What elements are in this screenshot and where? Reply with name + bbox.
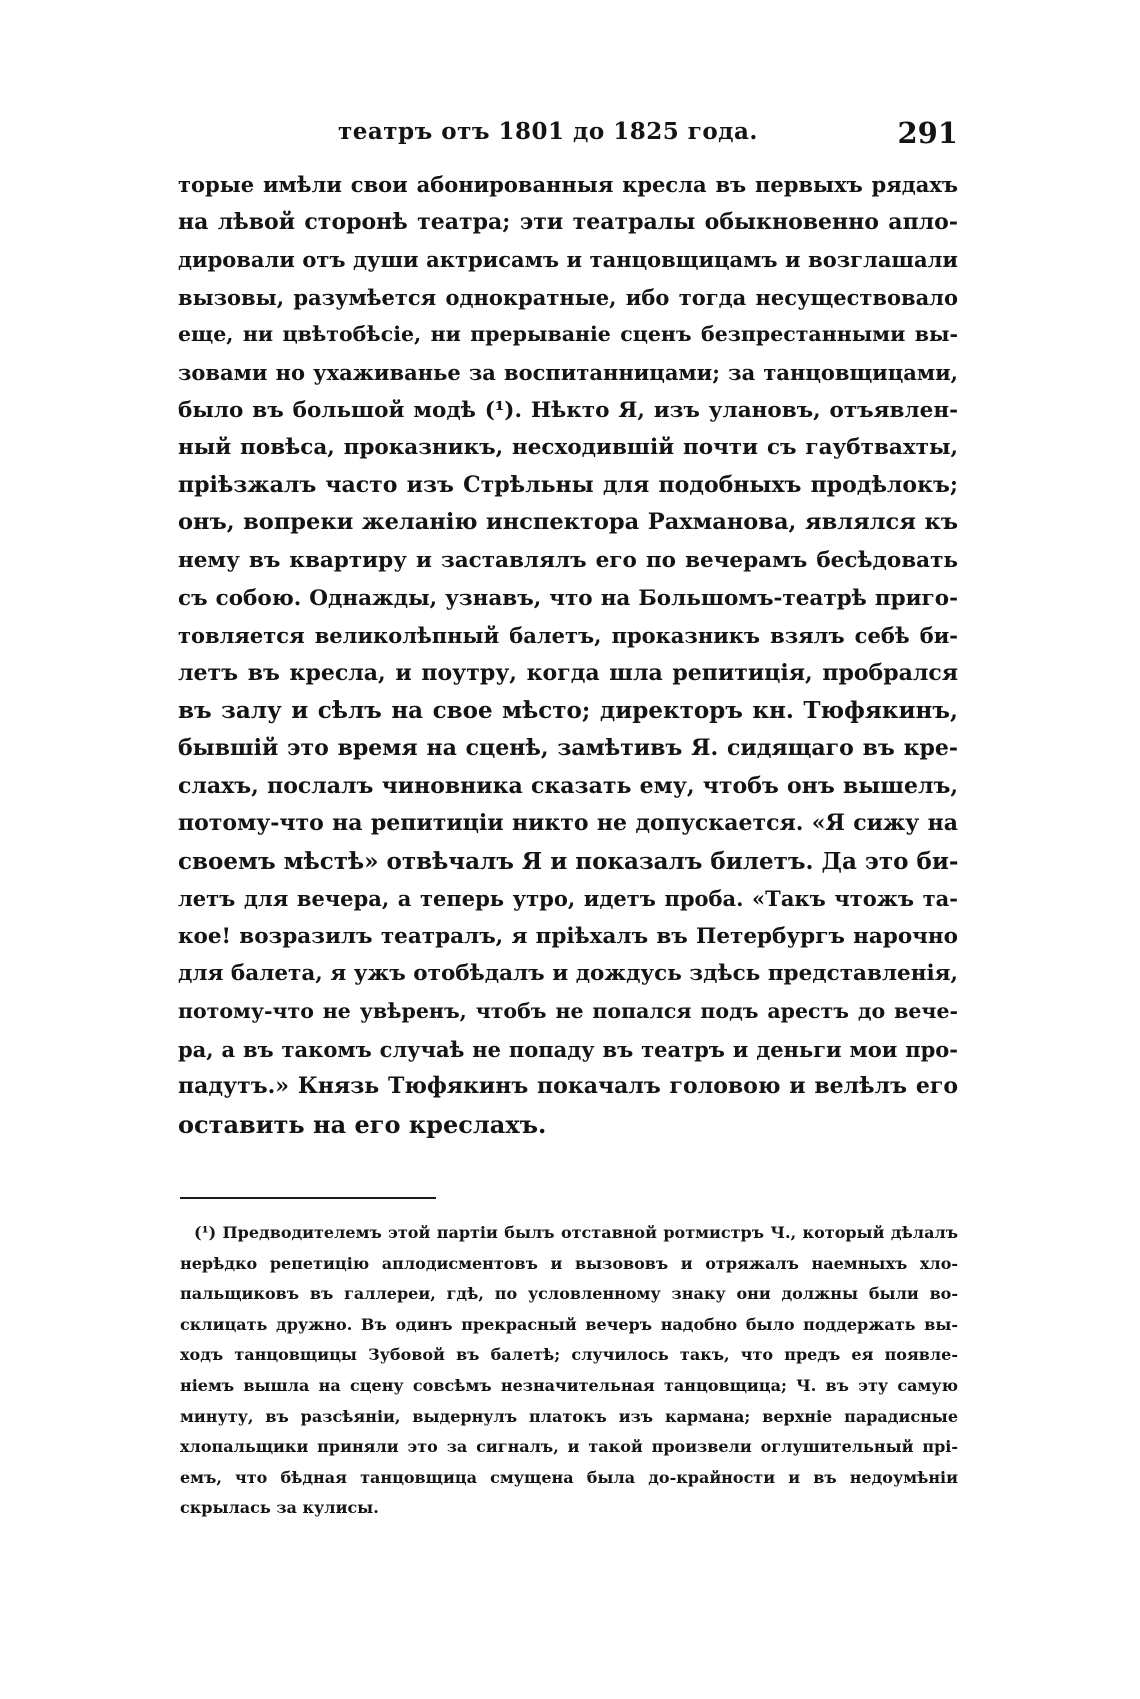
text-line: торые имѣли свои абонированныя кресла въ первыхъ рядахъ <box>178 172 958 197</box>
main-text <box>178 166 958 1143</box>
text-line: ра, а въ такомъ случаѣ не попаду въ театръ и деньги мои про- <box>178 1036 958 1062</box>
text-line: на лѣвой сторонѣ театра; эти театралы обыкновенно апло- <box>178 208 958 235</box>
text-line: вызовы, разумѣется однократные, ибо тогда несуществовало <box>178 284 958 310</box>
footnote-line: (¹) Предводителемъ этой партіи былъ отставной ротмистръ Ч., который дѣлалъ <box>194 1223 958 1242</box>
text-line: товляется великолѣпный балетъ, проказникъ взялъ себѣ би- <box>178 623 958 649</box>
text-line: онъ, вопреки желанію инспектора Рахманова, являлся къ <box>178 509 958 536</box>
text-line: своемъ мѣстѣ» отвѣчалъ Я и показалъ билетъ. Да это би- <box>178 847 959 875</box>
text-line: потому-что не увѣренъ, чтобъ не попался подъ арестъ до вече- <box>178 999 958 1024</box>
footnote-divider <box>180 1197 436 1199</box>
footnote-line: ходъ танцовщицы Зубовой въ балетѣ; случилось такъ, что предъ ея появле- <box>180 1345 958 1365</box>
text-line: дировали отъ души актрисамъ и танцовщицамъ и возглашали <box>178 247 958 273</box>
text-line: было въ большой модѣ (¹). Нѣкто Я, изъ улановъ, отъявлен- <box>178 397 958 423</box>
text-line: нему въ квартиру и заставлялъ его по вечерамъ бесѣдовать <box>178 547 958 573</box>
text-line: кое! возразилъ театралъ, я пріѣхалъ въ Петербургъ нарочно <box>178 923 958 949</box>
page-header <box>178 118 958 152</box>
text-line: оставить на его креслахъ. <box>178 1109 547 1139</box>
text-line: бывшій это время на сценѣ, замѣтивъ Я. сидящаго въ кре- <box>178 734 958 761</box>
footnote-line: минуту, въ разсѣяніи, выдернулъ платокъ изъ кармана; верхніе парадисные <box>180 1406 958 1426</box>
footnote-line: ніемъ вышла на сцену совсѣмъ незначительная танцовщица; Ч. въ эту самую <box>180 1375 958 1395</box>
text-line: летъ для вечера, а теперь утро, идетъ проба. «Такъ чтожъ та- <box>178 886 958 912</box>
footnote-line: емъ, что бѣдная танцовщица смущена была до-крайности и въ недоумѣніи <box>180 1467 958 1487</box>
footnote-line: пальщиковъ въ галлереи, гдѣ, по условленному знаку они должны были во- <box>180 1284 958 1304</box>
footnote <box>180 1218 958 1524</box>
footnote-line: нерѣдко репетицію аплодисментовъ и вызововъ и отряжалъ наемныхъ хло- <box>180 1253 958 1273</box>
text-line: въ залу и сѣлъ на свое мѣсто; директоръ кн. Тюфякинъ, <box>178 697 958 725</box>
footnote-line: хлопальщики приняли это за сигналъ, и такой произвели оглушительный прі- <box>180 1437 958 1457</box>
footnote-line: скрылась за кулисы. <box>180 1498 379 1518</box>
running-title: театръ отъ 1801 до 1825 года. <box>338 118 758 145</box>
text-line: ный повѣса, проказникъ, несходившій почти съ гаубтвахты, <box>178 435 958 461</box>
text-line: еще, ни цвѣтобѣсіе, ни прерываніе сценъ безпрестанными вы- <box>178 322 958 347</box>
text-line: летъ въ кресла, и поутру, когда шла репитиція, пробрался <box>178 659 958 686</box>
text-line: потому-что на репитиціи никто не допускается. «Я сижу на <box>178 810 958 837</box>
text-line: зовами но ухаживанье за воспитанницами; за танцовщицами, <box>178 359 958 385</box>
text-line: слахъ, послалъ чиновника сказать ему, чтобъ онъ вышелъ, <box>178 772 958 799</box>
text-line: для балета, я ужъ отобѣдалъ и дождусь здѣсь представленія, <box>178 961 958 987</box>
text-line: съ собою. Однажды, узнавъ, что на Большомъ-театрѣ приго- <box>178 585 958 611</box>
text-line: пріѣзжалъ часто изъ Стрѣльны для подобныхъ продѣлокъ; <box>178 471 958 498</box>
text-line: падутъ.» Князь Тюфякинъ покачалъ головою и велѣлъ его <box>178 1073 958 1100</box>
footnote-line: склицать дружно. Въ одинъ прекрасный вечеръ надобно было поддержать вы- <box>180 1314 958 1334</box>
page-number: 291 <box>897 116 958 150</box>
